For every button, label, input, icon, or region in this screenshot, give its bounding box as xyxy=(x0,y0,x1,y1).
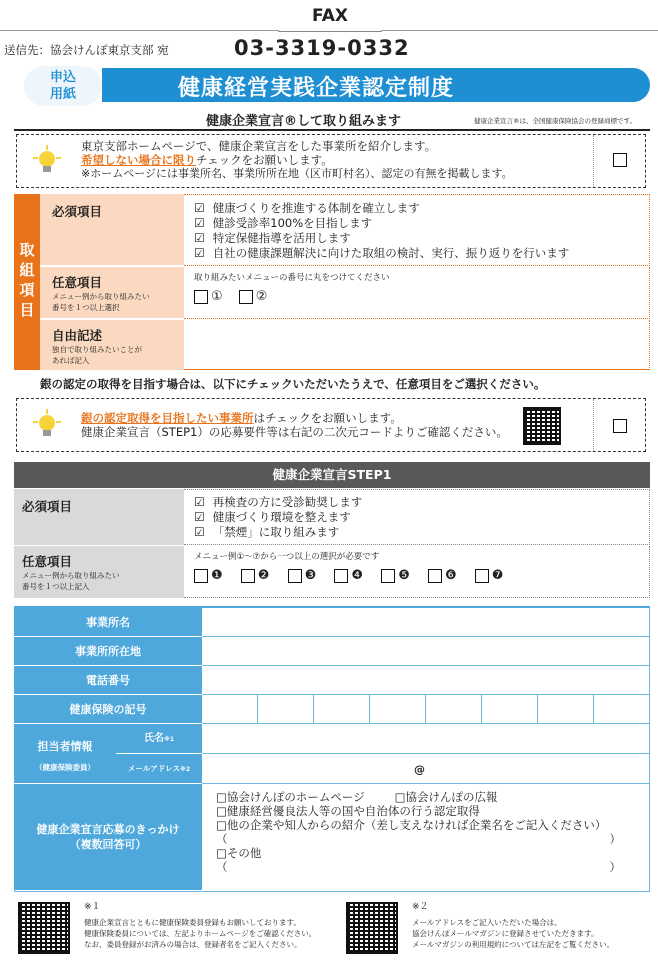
torikumi-side-label: 取 組 項 目 xyxy=(14,194,40,370)
fax-banner xyxy=(0,0,658,40)
referral-company-field[interactable]: （ ） xyxy=(216,832,621,846)
other-detail-field[interactable]: （ ） xyxy=(216,860,621,874)
contact-email-field[interactable] xyxy=(202,754,650,784)
silver-checkbox[interactable] xyxy=(613,419,627,433)
hp-notice-box: 東京支部ホームページで、健康企業宣言をした事業所を紹介します。 希望しない場合に限りチェックをお願いします。 ※ホームページには事業所名、事業所所在地（区市町村名）、認定の有無を掲載します。 xyxy=(16,134,646,188)
free-label: 自由記述 xyxy=(52,328,103,343)
optional-label: 任意項目 xyxy=(52,275,103,290)
fax-number: 03-3319-0332 xyxy=(234,36,410,60)
hp-optout-checkbox[interactable] xyxy=(613,153,627,167)
qr-code-icon[interactable] xyxy=(523,407,561,445)
free-text-field[interactable] xyxy=(184,320,650,370)
application-badge: 申込 用紙 xyxy=(24,66,102,106)
trigger-other-checkbox[interactable]: □その他 xyxy=(216,846,262,860)
required-item: ☑ 健診受診率100%を目指します xyxy=(194,216,373,230)
trigger-pr-checkbox[interactable]: □協会けんぽの広報 xyxy=(394,790,498,804)
contact-name-field[interactable] xyxy=(202,724,650,754)
required-item: ☑ 特定保健指導を活用します xyxy=(194,231,351,245)
step1-choice-2-checkbox[interactable] xyxy=(241,569,255,583)
contact-row: 担当者情報 （健康保険委員） 氏名※1 メールアドレス※2 @ xyxy=(14,724,650,784)
step1-choice-1-checkbox[interactable] xyxy=(194,569,208,583)
required-item: ☑ 自社の健康課題解決に向けた取組の検討、実行、振り返りを行います xyxy=(194,246,570,260)
torikumi-section: 取 組 項 目 必須項目 ☑ 健康づくりを推進する体制を確立します ☑ 健診受診率100%を目指します ☑ 特定保健指導を活用します ☑ 自社の健康課題解決に向けた取組の検討、実行、振り返りを行います 任意項目 メニュー例から取り組みたい 番号を１つ以上選択 取り組みたいメニューの番号に丸をつけてください ① ② 自由記述 独自で取り組みたいことが あれば記入 xyxy=(14,194,650,370)
step1-section: 健康企業宣言STEP1 必須項目 ☑ 再検査の方に受診勧奨します ☑ 健康づくり環境を整えます ☑ 「禁煙」に取り組みます 任意項目 メニュー例から取り組みたい 番号を１つ以上記入 メニュー例①～⑦から一つ以上の選択が必要です ❶ ❷ ❸ ❹ ❺ ❻ ❼ xyxy=(14,462,650,598)
trigger-referral-checkbox[interactable]: □他の企業や知人からの紹介（差し支えなければ企業名をご記入ください） xyxy=(216,818,607,832)
silver-notice-box: 銀の認定取得を目指したい事業所はチェックをお願いします。 健康企業宣言（STEP1）の応募要件等は右記の二次元コードよりご確認ください。 xyxy=(16,398,646,452)
insurance-symbol-row: 健康保険の記号 xyxy=(14,695,650,724)
office-name-row: 事業所名 xyxy=(14,608,650,637)
qr-code-icon[interactable] xyxy=(346,902,398,954)
silver-heading: 銀の認定の取得を目指す場合は、以下にチェックいただいたうえで、任意項目をご選択ください。 xyxy=(40,377,546,391)
trademark-note: 健康企業宣言®は、全国健康保険協会の登録商標です。 xyxy=(474,117,636,125)
step1-required-item: ☑ 再検査の方に受診勧奨します xyxy=(194,495,363,509)
step1-required-item: ☑ 「禁煙」に取り組みます xyxy=(194,525,340,539)
lightbulb-icon xyxy=(33,145,61,177)
trigger-hp-checkbox[interactable]: □協会けんぽのホームページ xyxy=(216,790,365,804)
phone-row: 電話番号 xyxy=(14,666,650,695)
step1-choice-3-checkbox[interactable] xyxy=(288,569,302,583)
notice-emphasis: 希望しない場合に限り xyxy=(81,153,196,167)
step1-choice-4-checkbox[interactable] xyxy=(334,569,348,583)
step1-required-label: 必須項目 xyxy=(22,499,73,514)
footnote-2: ※２ メールアドレスをご記入いただいた場合は、 協会けんぽメールマガジンに登録させていただきます。 メールマガジンの利用規約については左記をご覧ください。 xyxy=(412,902,615,949)
qr-code-icon[interactable] xyxy=(18,902,70,954)
insurance-symbol-field[interactable] xyxy=(202,695,650,724)
step1-choice-5-checkbox[interactable] xyxy=(381,569,395,583)
torikumi-choice-2-checkbox[interactable] xyxy=(239,290,253,304)
fax-label: FAX xyxy=(312,6,348,26)
page-title: 健康経営実践企業認定制度 xyxy=(178,76,455,101)
office-address-field[interactable] xyxy=(202,637,650,666)
trigger-gov-checkbox[interactable]: □健康経営優良法人等の国や自治体の行う認定取得 xyxy=(216,804,480,818)
subtitle: 健康企業宣言®して取り組みます xyxy=(206,114,402,129)
required-item: ☑ 健康づくりを推進する体制を確立します xyxy=(194,201,420,215)
lightbulb-icon xyxy=(33,409,61,441)
trigger-row: 健康企業宣言応募のきっかけ （複数回答可） □協会けんぽのホームページ □協会けんぽの広報 □健康経営優良法人等の国や自治体の行う認定取得 □他の企業や知人からの紹介（差し支えなければ企業名をご記入ください） （ ） □その他 （ ） xyxy=(14,784,650,890)
at-sign: @ xyxy=(414,763,425,776)
step1-required-item: ☑ 健康づくり環境を整えます xyxy=(194,510,351,524)
send-to: 送信先：協会けんぽ東京支部 宛 xyxy=(4,43,169,57)
notice-emphasis: 銀の認定取得を目指したい事業所 xyxy=(81,411,254,425)
step1-optional-label: 任意項目 xyxy=(22,554,73,569)
phone-field[interactable] xyxy=(202,666,650,695)
torikumi-choice-1-checkbox[interactable] xyxy=(194,290,208,304)
step1-choice-7-checkbox[interactable] xyxy=(475,569,489,583)
step1-title: 健康企業宣言STEP1 xyxy=(14,462,650,488)
office-name-field[interactable] xyxy=(202,608,650,637)
office-address-row: 事業所所在地 xyxy=(14,637,650,666)
required-label: 必須項目 xyxy=(52,204,103,219)
step1-choice-6-checkbox[interactable] xyxy=(428,569,442,583)
footnote-1: ※１ 健康企業宣言とともに健康保険委員登録もお願いしております。 健康保険委員については、左記よりホームページをご確認ください。 なお、委員登録がお済みの場合は、登録者名をご記入ください。 xyxy=(84,902,317,949)
